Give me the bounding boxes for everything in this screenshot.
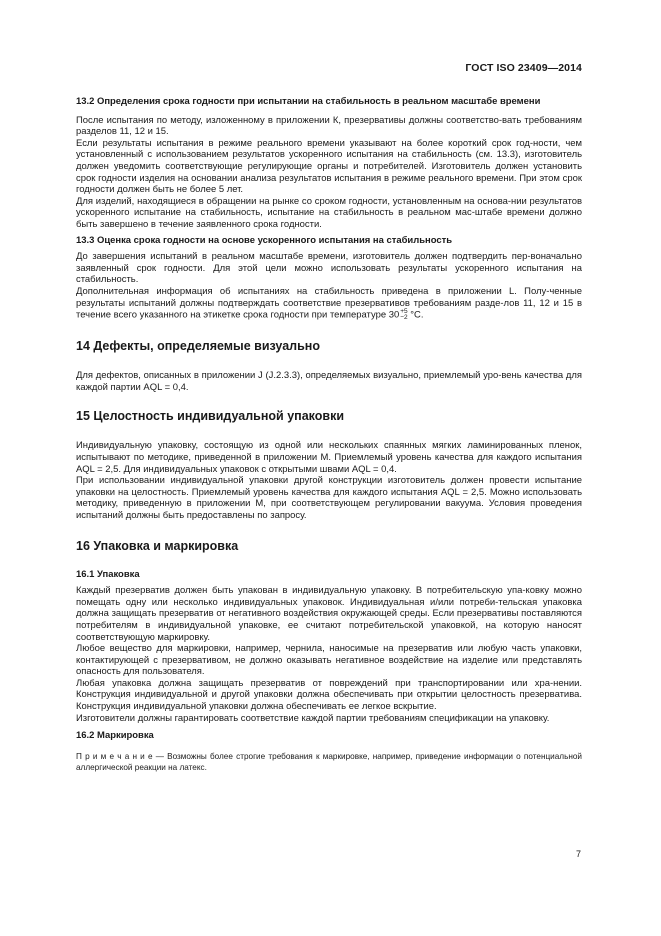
subsection-16-2-title: 16.2 Маркировка — [76, 730, 154, 742]
subsection-13-2-title: 13.2 Определения срока годности при испытании на стабильность в реальном масштабе времени — [76, 96, 541, 107]
section-16-title: 16 Упаковка и маркировка — [76, 538, 239, 553]
note — [76, 751, 582, 773]
paragraph: Каждый презерватив должен быть упакован в индивидуальную упаковку. В потребительскую упа-ковку можно помещать одну или несколько индивидуальных упаковок. Индивидуальная и/или потреби-тельская упаковка должна защищать презерватив от негативного воздействия окружающей среды. Если презервативы поставляются потребителям в индивидуальной упаковке, ее считают потребительской упаковкой, на которую наносят соответствующую маркировку. — [76, 585, 582, 643]
paragraph: Для дефектов, описанных в приложении J (J.2.3.3), определяемых визуально, приемлемый уро-вень качества для каждой партии AQL = 0,4. — [76, 370, 582, 393]
document-header: ГОСТ ISO 23409—2014 — [465, 62, 582, 74]
paragraph: После испытания по методу, изложенному в приложении К, презервативы должны соответство-вать требованиям разделов 11, 12 и 15. — [76, 114, 582, 138]
document-body — [76, 96, 582, 773]
paragraph: Любая упаковка должна защищать презерватив от повреждений при транспортировании или хра-нении. Конструкция индивидуальной и другой упаковки должна обеспечивать при открытии целостность презерватива. Конструкция индивидуальной упаковки должна обеспечивать ее легкое вскрытие. — [76, 677, 582, 713]
paragraph: Если результаты испытания в режиме реального времени указывают на более короткий срок год-ности, чем установленный с использованием результатов ускоренного испытания на стабильность (см. 13.3), изготовитель должен уведомить соответствующие регулирующие органы и потребителей. Изготовитель должен установить срок годности изделия на основании анализа результатов испытания в режиме реального времени. При этом срок годности должен быть не более 5 лет. — [76, 137, 582, 196]
page-number: 7 — [575, 849, 581, 859]
paragraph: До завершения испытаний в реальном масштабе времени, изготовитель должен подтвердить пер-воначально заявленный срок годности. Для этой цели можно использовать результаты ускоренного испытания на стабильность. — [76, 251, 582, 286]
paragraph — [76, 286, 582, 321]
section-15-title: 15 Целостность индивидуальной упаковки — [76, 409, 345, 424]
subsection-16-1-title: 16.1 Упаковка — [76, 568, 140, 580]
temperature-lower-tolerance: −2 — [400, 314, 408, 322]
section-14-title: 14 Дефекты, определяемые визуально — [76, 339, 320, 354]
temperature-upper-tolerance: +5 — [400, 308, 408, 316]
paragraph: Любое вещество для маркировки, например, чернила, наносимые на презерватив или любую часть упаковки, контактирующей с презервативом, не должно оказывать негативное воздействие на изделие или представлять опасность для пользователя. — [76, 643, 582, 678]
temperature-unit: °С. — [407, 309, 424, 321]
paragraph: Индивидуальную упаковку, состоящую из одной или нескольких спаянных мягких ламинированных пленок, испытывают по методике, приведенной в приложении М. Приемлемый уровень качества для каждого испытания AQL = 2,5. Для индивидуальных упаковок с открытыми швами AQL = 0,4. — [76, 440, 582, 475]
paragraph-text: Дополнительная информация об испытаниях на стабильность приведена в приложении L. Полу-ченные результаты испытаний должны подтверждать соответствие презервативов требованиям разде-лов 11, 12 и 15 в течение всего указанного на этикетке срока годности при температуре 30 — [76, 285, 582, 321]
paragraph: Изготовители должны гарантировать соответствие каждой партии требованиям спецификации на упаковку. — [76, 712, 550, 724]
paragraph: При использовании индивидуальной упаковки другой конструкции изготовитель должен провести испытание упаковки на целостность. Приемлемый уровень качества для каждого испытания AQL = 2,5. Можно использовать методику, приведенную в приложении М, при соответствующем регулировании вакуума. Условия проведения испытаний должны быть предоставлены по запросу. — [76, 475, 582, 521]
note-text: Возможны более строгие требования к маркировке, например, приведение информации о потенциальной аллергической реакции на латекс. — [76, 751, 582, 772]
subsection-13-3-title: 13.3 Оценка срока годности на основе ускоренного испытания на стабильность — [76, 234, 453, 246]
paragraph: Для изделий, находящиеся в обращении на рынке со сроком годности, установленным на основа-нии результатов ускоренного испытание на стабильность, испытание на стабильность в реальном мас-штабе времени должно быть завершено в течение заявленного срока годности. — [76, 195, 582, 230]
note-label: П р и м е ч а н и е — — [76, 751, 164, 761]
